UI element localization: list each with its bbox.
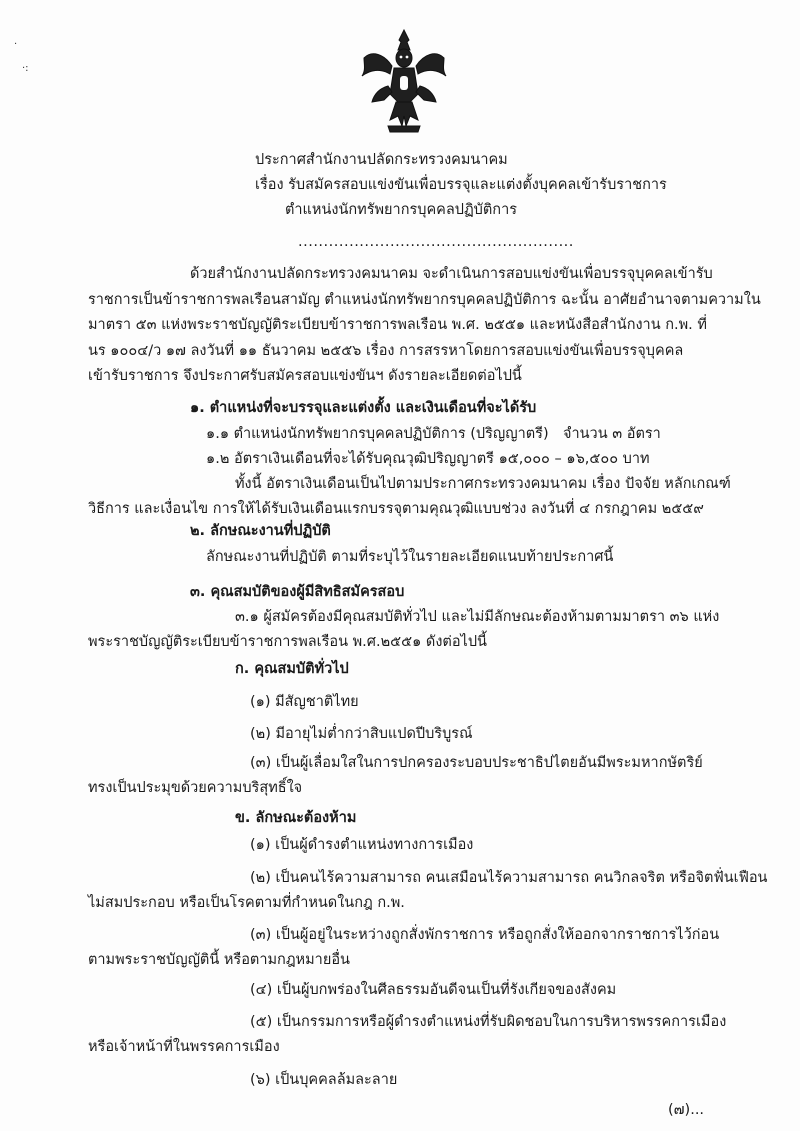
item-3-1-cont: พระราชบัญญัติระเบียบข้าราชการพลเรือน พ.ศ.๒๕๕๑ ดังต่อไปนี้	[88, 634, 487, 650]
section-1-heading: ๑. ตำแหน่งที่จะบรรจุและแต่งตั้ง และเงินเดือนที่จะได้รับ	[190, 400, 537, 416]
intro-line: ด้วยสำนักงานปลัดกระทรวงคมนาคม จะดำเนินการสอบแข่งขันเพื่อบรรจุบุคคลเข้ารับ	[190, 266, 713, 282]
announcement-position: ตำแหน่งนักทรัพยากรบุคคลปฏิบัติการ	[285, 202, 518, 218]
prohibition-item: (๒) เป็นคนไร้ความสามารถ คนเสมือนไร้ความสามารถ คนวิกลจริต หรือจิตฟั่นเฟือน	[250, 870, 768, 886]
prohibition-item-cont: ไม่สมประกอบ หรือเป็นโรคตามที่กำหนดในกฎ ก.พ.	[88, 895, 405, 911]
prohibition-item: (๖) เป็นบุคคลล้มละลาย	[250, 1072, 398, 1088]
section-2-heading: ๒. ลักษณะงานที่ปฏิบัติ	[190, 523, 331, 539]
general-qualifications-heading: ก. คุณสมบัติทั่วไป	[235, 661, 349, 677]
prohibition-item: (๔) เป็นผู้บกพร่องในศีลธรรมอันดีจนเป็นที่รังเกียจของสังคม	[250, 982, 617, 998]
announcement-title: ประกาศสำนักงานปลัดกระทรวงคมนาคม	[255, 152, 508, 168]
prohibition-item-cont: ตามพระราชบัญญัตินี้ หรือตามกฎหมายอื่น	[88, 952, 350, 968]
prohibition-item-cont: หรือเจ้าหน้าที่ในพรรคการเมือง	[88, 1039, 280, 1055]
prohibition-item: (๑) เป็นผู้ดำรงตำแหน่งทางการเมือง	[250, 837, 474, 853]
intro-line: นร ๑๐๐๔/ว ๑๗ ลงวันที่ ๑๑ ธันวาคม ๒๕๕๖ เรื่อง การสรรหาโดยการสอบแข่งขันเพื่อบรรจุบุคคล	[88, 343, 684, 359]
prohibition-item: (๕) เป็นกรรมการหรือผู้ดำรงตำแหน่งที่รับผิดชอบในการบริหารพรรคการเมือง	[250, 1014, 727, 1030]
section-2-text: ลักษณะงานที่ปฏิบัติ ตามที่ระบุไว้ในรายละเอียดแนบท้ายประกาศนี้	[206, 549, 614, 565]
intro-line: มาตรา ๕๓ แห่งพระราชบัญญัติระเบียบข้าราชการพลเรือน พ.ศ. ๒๕๕๑ และหนังสือสำนักงาน ก.พ. ที่	[88, 317, 707, 333]
intro-line: เข้ารับราชการ จึงประกาศรับสมัครสอบแข่งขันฯ ดังรายละเอียดต่อไปนี้	[88, 368, 522, 384]
garuda-emblem-icon	[358, 28, 450, 136]
qualification-item-cont: ทรงเป็นประมุขด้วยความบริสุทธิ์ใจ	[88, 780, 303, 796]
salary-note-line: ทั้งนี้ อัตราเงินเดือนเป็นไปตามประกาศกระทรวงคมนาคม เรื่อง ปัจจัย หลักเกณฑ์	[235, 476, 731, 492]
qualification-item: (๑) มีสัญชาติไทย	[250, 694, 359, 710]
announcement-subject: เรื่อง รับสมัครสอบแข่งขันเพื่อบรรจุและแต่งตั้งบุคคลเข้ารับราชการ	[255, 177, 667, 193]
header-separator: ......................................................	[298, 234, 574, 250]
item-1-1-count: จำนวน ๓ อัตรา	[563, 426, 661, 442]
section-3-heading: ๓. คุณสมบัติของผู้มีสิทธิสมัครสอบ	[190, 584, 405, 600]
prohibitions-heading: ข. ลักษณะต้องห้าม	[235, 810, 357, 826]
item-1-2: ๑.๒ อัตราเงินเดือนที่จะได้รับคุณวุฒิปริญญาตรี ๑๕,๐๐๐ – ๑๖,๕๐๐ บาท	[206, 451, 650, 467]
intro-line: ราชการเป็นข้าราชการพลเรือนสามัญ ตำแหน่งนักทรัพยากรบุคคลปฏิบัติการ ฉะนั้น อาศัยอำนาจตามความใน	[88, 292, 761, 308]
prohibition-item: (๓) เป็นผู้อยู่ในระหว่างถูกสั่งพักราชการ หรือถูกสั่งให้ออกจากราชการไว้ก่อน	[250, 927, 720, 943]
qualification-item: (๒) มีอายุไม่ต่ำกว่าสิบแปดปีบริบูรณ์	[250, 726, 473, 742]
salary-note-line: วิธีการ และเงื่อนไข การให้ได้รับเงินเดือนแรกบรรจุตามคุณวุฒิแบบช่วง ลงวันที่ ๔ กรกฎาคม ๒๕๕๙	[88, 501, 704, 517]
item-1-1: ๑.๑ ตำแหน่งนักทรัพยากรบุคคลปฏิบัติการ (ปริญญาตรี)	[206, 426, 549, 442]
scan-speck: ·	[14, 39, 18, 50]
qualification-item: (๓) เป็นผู้เลื่อมใสในการปกครองระบอบประชาธิปไตยอันมีพระมหากษัตริย์	[250, 755, 703, 771]
scan-speck: ·:	[22, 63, 29, 74]
item-3-1: ๓.๑ ผู้สมัครต้องมีคุณสมบัติทั่วไป และไม่มีลักษณะต้องห้ามตามมาตรา ๓๖ แห่ง	[235, 609, 720, 625]
next-page-marker: (๗)...	[668, 1102, 705, 1118]
